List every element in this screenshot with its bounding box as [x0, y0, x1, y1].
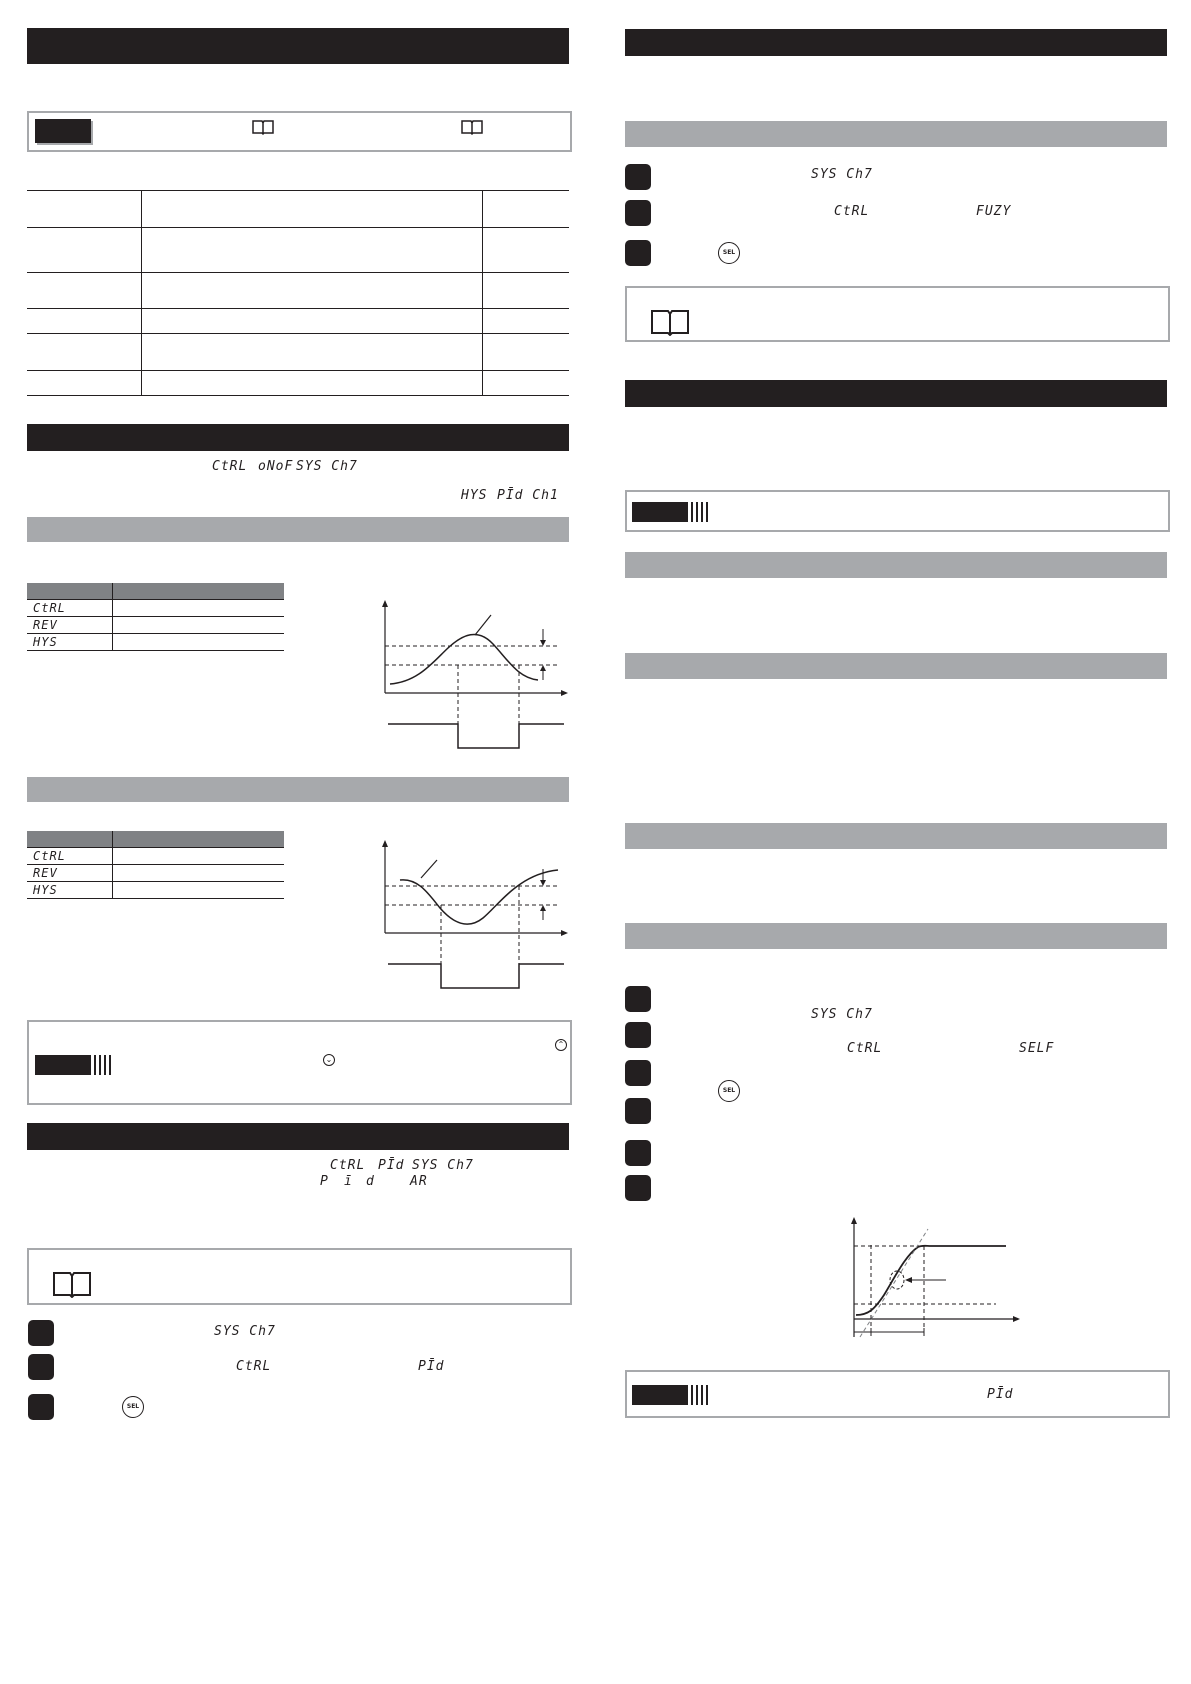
param-sys-ch: SYS Ch7 [811, 1007, 873, 1022]
step-2-badge [625, 200, 651, 226]
caution-box [625, 1370, 1170, 1418]
step-2-badge [625, 1022, 651, 1048]
note-box [27, 111, 572, 152]
subsection-header-bar [625, 121, 1167, 147]
step-3-badge [625, 240, 651, 266]
book-icon [461, 119, 483, 135]
param-ctrl: CtRL [212, 459, 248, 474]
sel-button-icon: SEL [718, 242, 740, 264]
row-hys: HYS [33, 883, 58, 897]
barcode-icon [632, 502, 708, 522]
step-response-diagram [846, 1215, 1022, 1345]
param-onof: oNoF [258, 459, 294, 474]
param-sys-ch: SYS Ch7 [412, 1158, 474, 1173]
section-header-bar [625, 29, 1167, 56]
param-i: ī [344, 1174, 353, 1189]
step-3-badge [28, 1394, 54, 1420]
param-pid: PĪd [987, 1387, 1014, 1402]
param-sys-ch: SYS Ch7 [811, 167, 873, 182]
param-ar: AR [410, 1174, 428, 1189]
step-1-badge [28, 1320, 54, 1346]
barcode-icon [35, 1055, 111, 1075]
param-pid: PĪd [378, 1158, 405, 1173]
param-sys-ch: SYS Ch7 [214, 1324, 276, 1339]
row-ctrl: CtRL [33, 849, 66, 863]
row-rev: REV [33, 866, 58, 880]
param-d: d [366, 1174, 375, 1189]
step-6-badge [625, 1175, 651, 1201]
subsection-header-bar [625, 653, 1167, 679]
step-5-badge [625, 1140, 651, 1166]
barcode-icon [632, 1385, 708, 1405]
step-2-badge [28, 1354, 54, 1380]
subsection-header-bar [625, 823, 1167, 849]
sel-button-icon: SEL [122, 1396, 144, 1418]
row-hys: HYS [33, 635, 58, 649]
subsection-header-bar [27, 517, 569, 542]
subsection-header-bar [27, 777, 569, 802]
section-header-bar [625, 380, 1167, 407]
reference-box [27, 1248, 572, 1305]
onoff-cooling-diagram [378, 838, 568, 990]
row-ctrl: CtRL [33, 601, 66, 615]
reference-box [625, 286, 1170, 342]
param-p: P [320, 1174, 329, 1189]
step-3-badge [625, 1060, 651, 1086]
section-header-bar [27, 424, 569, 451]
param-ctrl: CtRL [834, 204, 870, 219]
row-rev: REV [33, 618, 58, 632]
down-arrow-icon: ⌄ [323, 1054, 335, 1066]
param-self: SELF [1019, 1041, 1055, 1056]
subsection-header-bar [625, 923, 1167, 949]
param-ctrl: CtRL [847, 1041, 883, 1056]
onoff-heating-diagram [378, 598, 568, 750]
book-icon [53, 1270, 91, 1298]
param-hys: HYS [461, 488, 488, 503]
caution-box [625, 490, 1170, 532]
book-icon [252, 119, 274, 135]
note-tag [35, 119, 91, 143]
book-icon [651, 308, 689, 336]
caution-box [27, 1020, 572, 1105]
section-header-bar [27, 1123, 569, 1150]
param-sys-ch: SYS Ch7 [296, 459, 358, 474]
step-4-badge [625, 1098, 651, 1124]
param-fuzy: FUZY [976, 204, 1012, 219]
param-pid: PĪd [418, 1359, 445, 1374]
param-pid-ch: PĪd Ch1 [497, 488, 559, 503]
param-ctrl: CtRL [236, 1359, 272, 1374]
subsection-header-bar [625, 552, 1167, 578]
param-ctrl: CtRL [330, 1158, 366, 1173]
step-1-badge [625, 164, 651, 190]
up-arrow-icon: ⌃ [555, 1039, 567, 1051]
section-header-bar [27, 28, 569, 64]
sel-button-icon: SEL [718, 1080, 740, 1102]
step-1-badge [625, 986, 651, 1012]
